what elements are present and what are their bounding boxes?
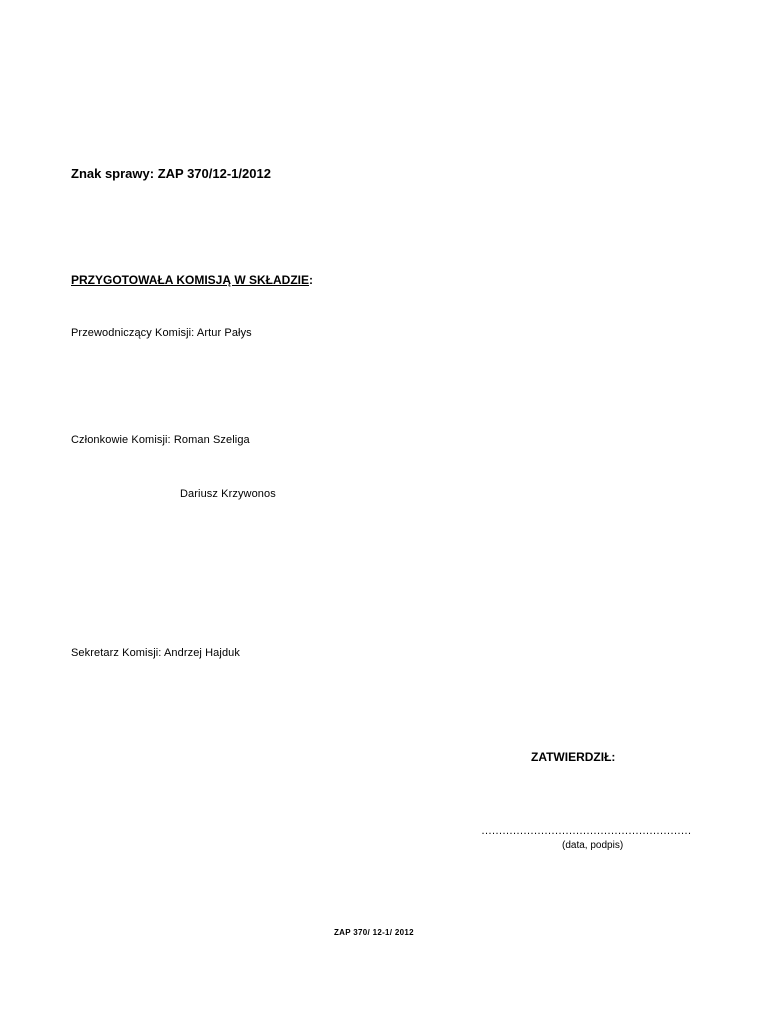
- member-second: Dariusz Krzywonos: [180, 488, 276, 500]
- committee-heading-colon: :: [309, 273, 314, 287]
- committee-heading-text: PRZYGOTOWAŁA KOMISJĄ W SKŁADZIE: [71, 273, 310, 287]
- signature-caption: (data, podpis): [562, 840, 624, 851]
- committee-heading: [71, 274, 313, 286]
- signature-dotted-line: ……………………………………………………: [481, 825, 691, 837]
- case-reference: Znak sprawy: ZAP 370/12-1/2012: [71, 166, 271, 181]
- approved-by-label: ZATWIERDZIŁ:: [531, 750, 616, 764]
- page-footer: ZAP 370/ 12-1/ 2012: [334, 928, 414, 937]
- secretary-line: Sekretarz Komisji: Andrzej Hajduk: [71, 647, 240, 659]
- chairman-line: Przewodniczący Komisji: Artur Pałys: [71, 327, 252, 339]
- members-line: Członkowie Komisji: Roman Szeliga: [71, 434, 250, 446]
